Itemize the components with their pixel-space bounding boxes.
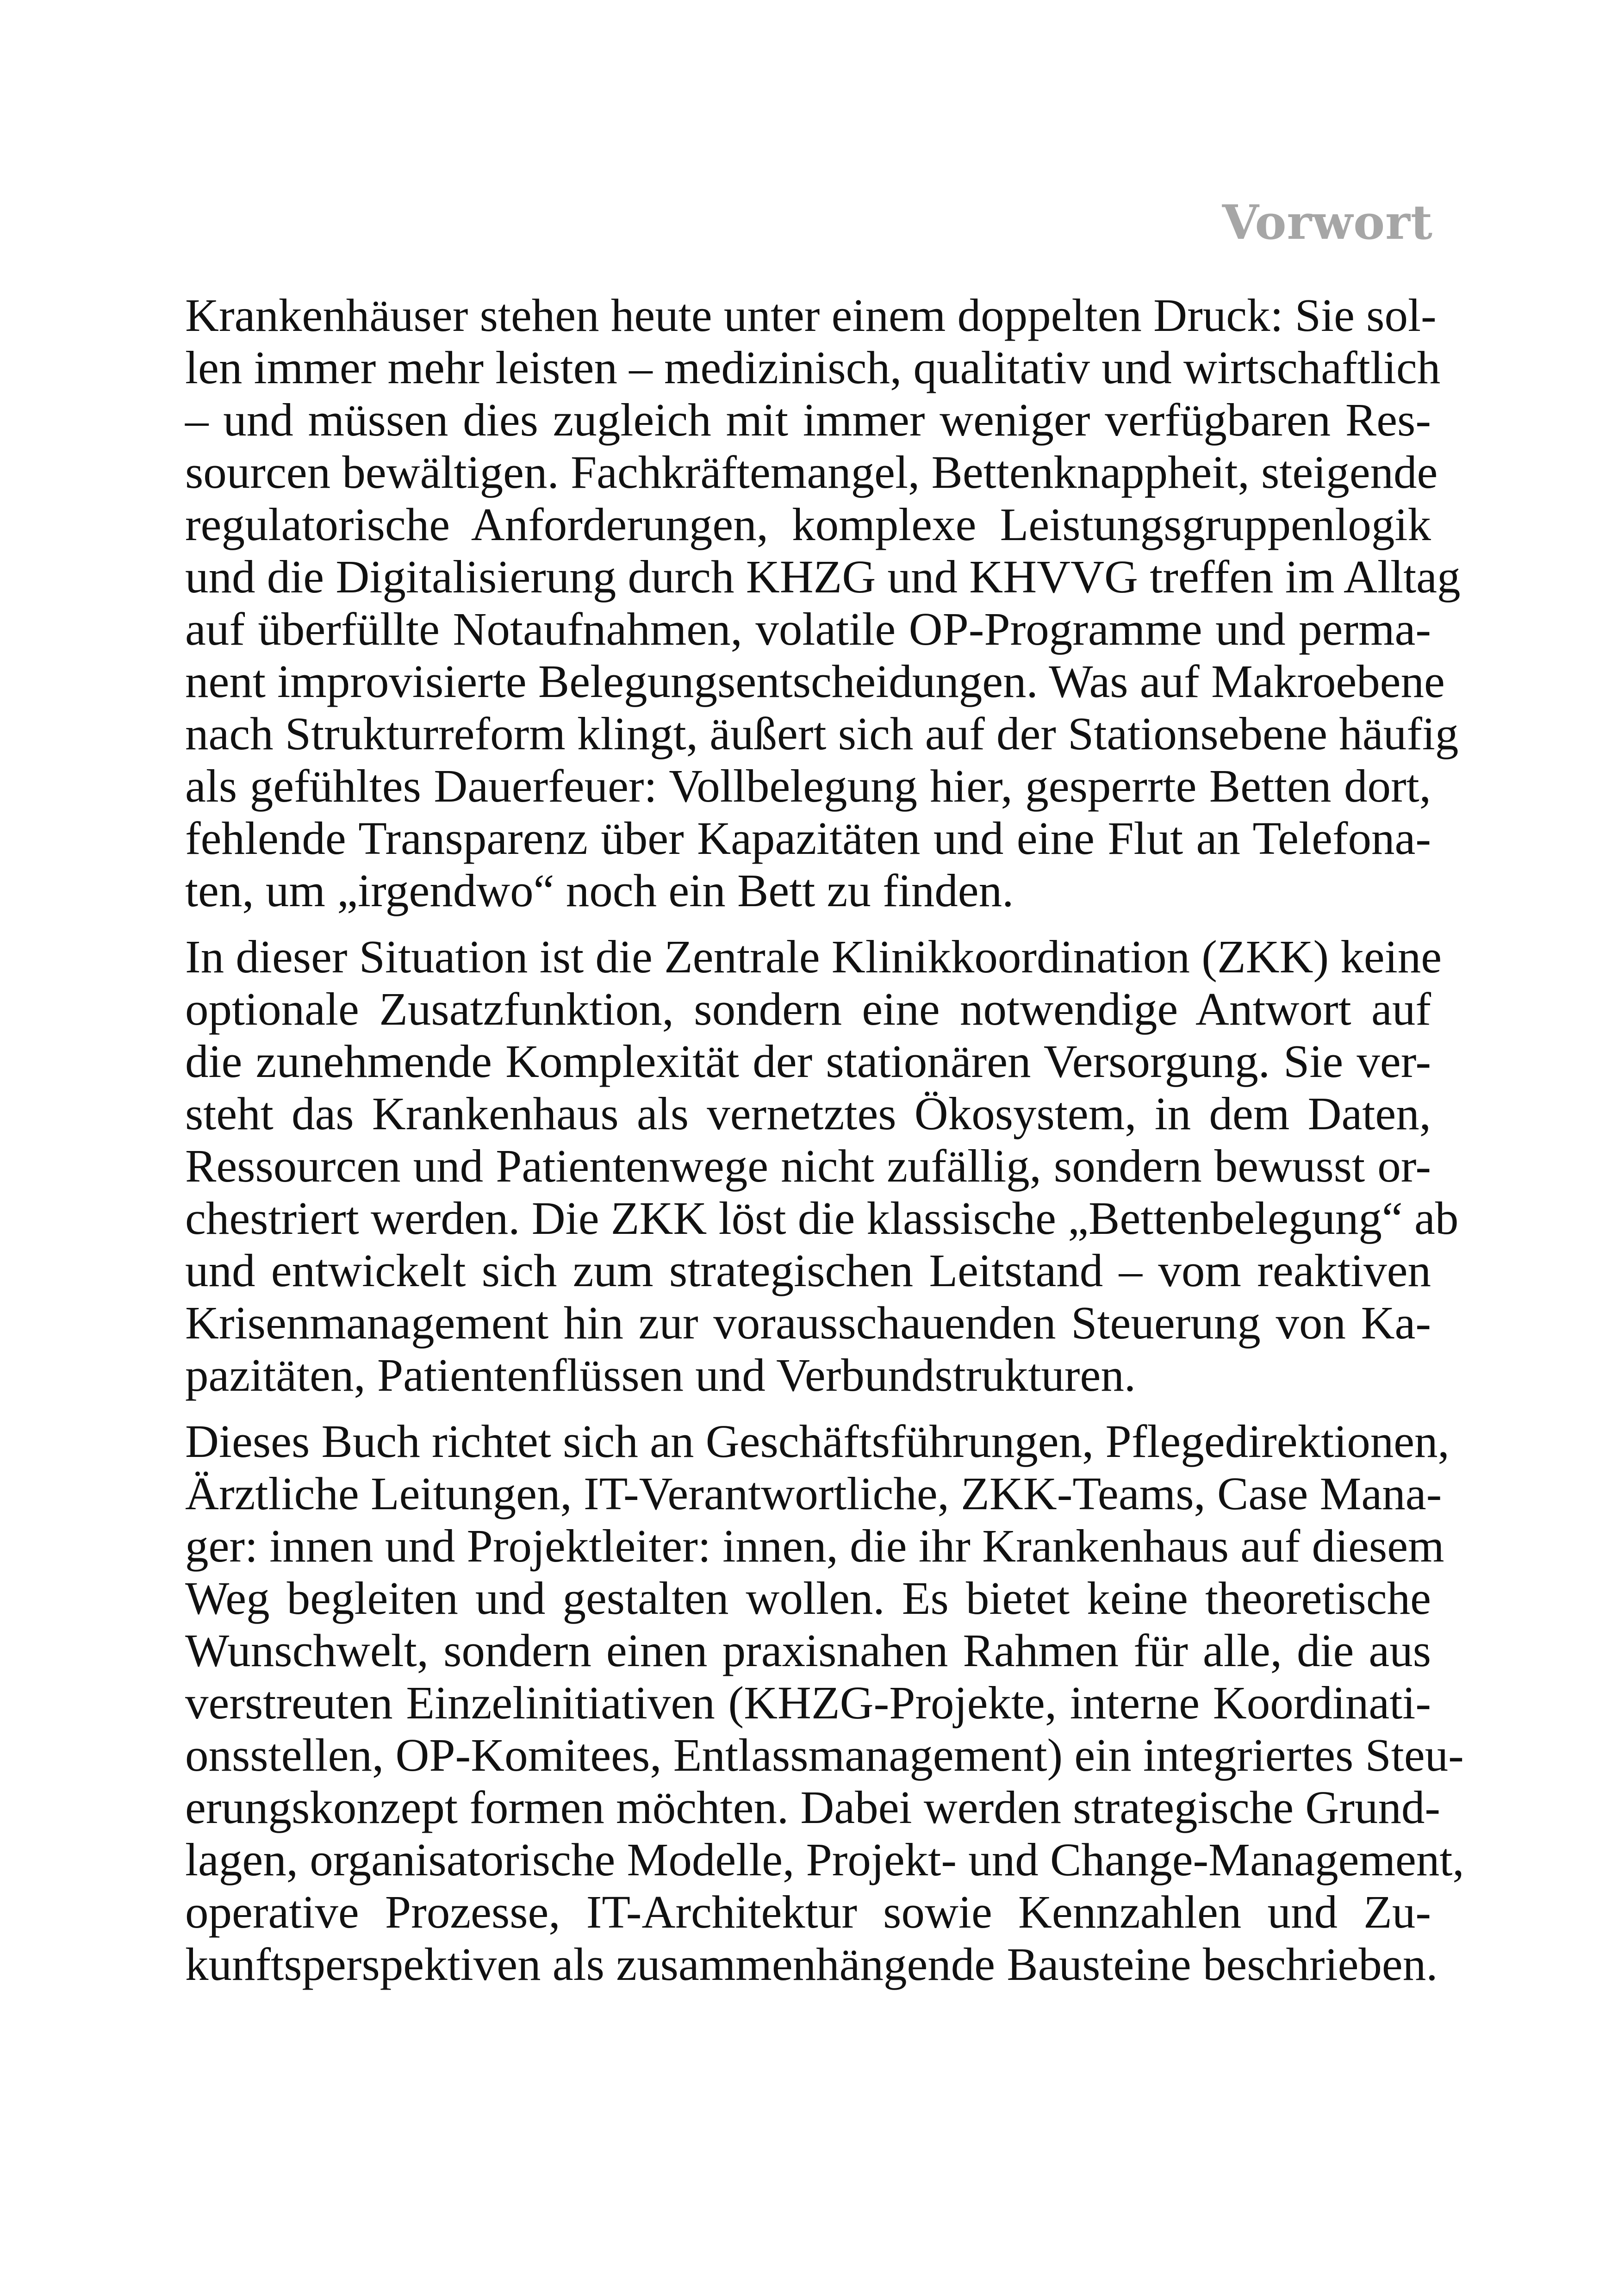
paragraph-3 — [185, 1415, 1464, 1991]
text-line: Weg begleiten und gestalten wollen. Es bietet keine theoretische — [185, 1572, 1431, 1624]
text-line: onsstellen, OP-Komitees, Entlassmanagement) ein integriertes Steu- — [185, 1729, 1464, 1781]
text-line: In dieser Situation ist die Zentrale Klinikkoordination (ZKK) keine — [185, 931, 1442, 983]
text-line: ten, um „irgendwo“ noch ein Bett zu finden. — [185, 865, 1014, 916]
text-line: sourcen bewältigen. Fachkräftemangel, Bettenknappheit, steigende — [185, 446, 1438, 498]
text-line: kunftsperspektiven als zusammenhängende Bausteine beschrieben. — [185, 1938, 1438, 1990]
text-line: Ressourcen und Patientenwege nicht zufällig, sondern bewusst or- — [185, 1140, 1431, 1192]
text-line: steht das Krankenhaus als vernetztes Ökosystem, in dem Daten, — [185, 1088, 1431, 1139]
text-line: erungskonzept formen möchten. Dabei werden strategische Grund- — [185, 1781, 1441, 1833]
text-line: chestriert werden. Die ZKK löst die klassische „Bettenbelegung“ ab — [185, 1192, 1459, 1244]
text-line: Krisenmanagement hin zur vorausschauenden Steuerung von Ka- — [185, 1297, 1431, 1349]
text-line: – und müssen dies zugleich mit immer weniger verfügbaren Res- — [185, 394, 1431, 446]
text-line: Dieses Buch richtet sich an Geschäftsführungen, Pflegedirektionen, — [185, 1415, 1450, 1467]
chapter-heading: Vorwort — [1222, 195, 1433, 250]
text-line: operative Prozesse, IT-Architektur sowie Kennzahlen und Zu- — [185, 1886, 1431, 1938]
body-text — [185, 289, 1464, 2004]
text-line: Ärztliche Leitungen, IT-Verantwortliche, ZKK-Teams, Case Mana- — [185, 1468, 1442, 1519]
text-line: verstreuten Einzelinitiativen (KHZG-Projekte, interne Koordinati- — [185, 1677, 1431, 1729]
text-line: lagen, organisatorische Modelle, Projekt- und Change-Management, — [185, 1834, 1464, 1885]
paragraph-1 — [185, 289, 1461, 917]
text-line: nach Strukturreform klingt, äußert sich auf der Stationsebene häufig — [185, 708, 1459, 759]
text-line: Wunschwelt, sondern einen praxisnahen Rahmen für alle, die aus — [185, 1624, 1431, 1676]
text-line: und die Digitalisierung durch KHZG und KHVVG treffen im Alltag — [185, 551, 1461, 603]
text-line: die zunehmende Komplexität der stationären Versorgung. Sie ver- — [185, 1035, 1431, 1087]
text-line: nent improvisierte Belegungsentscheidungen. Was auf Makroebene — [185, 655, 1445, 707]
text-line: und entwickelt sich zum strategischen Leitstand – vom reaktiven — [185, 1244, 1431, 1296]
text-line: len immer mehr leisten – medizinisch, qualitativ und wirtschaftlich — [185, 342, 1441, 393]
text-line: optionale Zusatzfunktion, sondern eine notwendige Antwort auf — [185, 983, 1431, 1035]
text-line: Krankenhäuser stehen heute unter einem doppelten Druck: Sie sol- — [185, 289, 1437, 341]
text-line: regulatorische Anforderungen, komplexe Leistungsgruppenlogik — [185, 498, 1431, 550]
paragraph-2 — [185, 931, 1459, 1401]
text-line: ger: innen und Projektleiter: innen, die ihr Krankenhaus auf diesem — [185, 1520, 1444, 1572]
text-line: auf überfüllte Notaufnahmen, volatile OP-Programme und perma- — [185, 603, 1431, 655]
text-line: als gefühltes Dauerfeuer: Vollbelegung hier, gesperrte Betten dort, — [185, 760, 1431, 812]
text-line: fehlende Transparenz über Kapazitäten und eine Flut an Telefona- — [185, 812, 1431, 864]
text-line: pazitäten, Patientenflüssen und Verbundstrukturen. — [185, 1349, 1136, 1401]
